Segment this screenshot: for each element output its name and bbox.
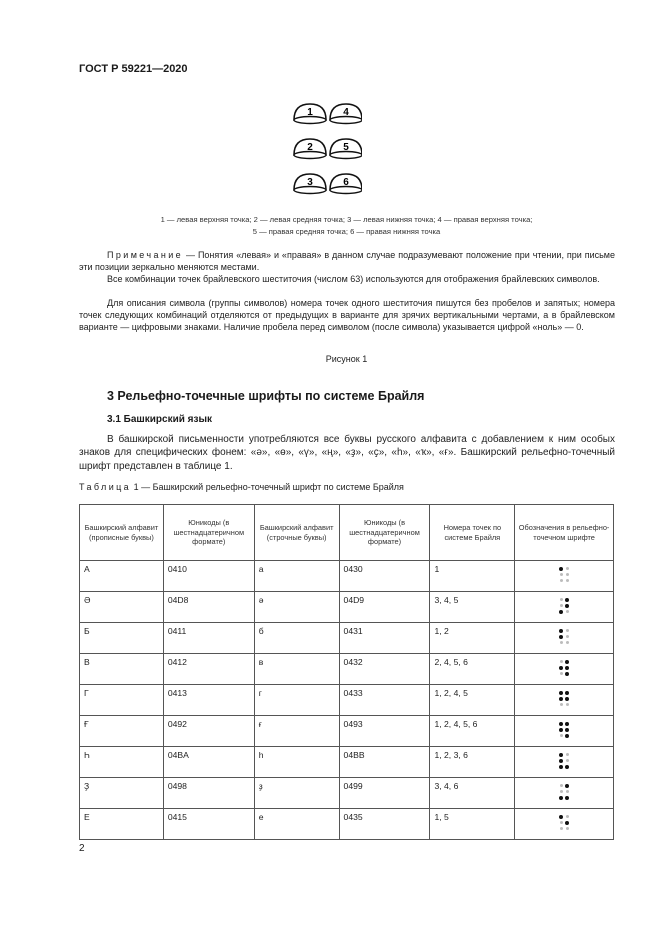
empty-dot <box>566 703 569 706</box>
empty-dot <box>566 753 569 756</box>
section-body: В башкирской письменности употребляются все буквы русского алфавита с добавлением к ним особых знаков для специфических фонем: «ә», «ө», «ү», «ң», «ҙ», «ҫ», «һ», «ҡ», «ғ». Башкирский рельефно-точечный шрифт представлен в таблице 1. <box>79 434 615 472</box>
raised-dot <box>559 567 563 571</box>
empty-dot <box>560 598 563 601</box>
braille-dot-2 <box>294 139 326 159</box>
raised-dot <box>559 722 563 726</box>
cell-dot-numbers: 1, 2, 4, 5, 6 <box>430 716 515 747</box>
note-text: — Понятия «левая» и «правая» в данном случае подразумевают положение при чтении, при письме эти позиции зеркально меняются местами. <box>79 250 615 272</box>
cell-lower-unicode: 0435 <box>339 809 430 840</box>
raised-dot <box>565 660 569 664</box>
raised-dot <box>559 666 563 670</box>
cell-lower-letter: ә <box>254 592 339 623</box>
cell-lower-unicode: 0493 <box>339 716 430 747</box>
cell-upper-unicode: 0410 <box>163 561 254 592</box>
raised-dot <box>559 610 563 614</box>
raised-dot <box>565 672 569 676</box>
empty-dot <box>566 579 569 582</box>
cell-upper-letter: Е <box>80 809 164 840</box>
raised-dot <box>559 728 563 732</box>
cell-braille-symbol <box>515 809 614 840</box>
cell-braille-symbol <box>515 654 614 685</box>
empty-dot <box>566 635 569 638</box>
raised-dot <box>559 753 563 757</box>
braille-cell-icon <box>559 598 569 615</box>
raised-dot <box>565 598 569 602</box>
raised-dot <box>559 629 563 633</box>
empty-dot <box>560 734 563 737</box>
cell-upper-letter: Б <box>80 623 164 654</box>
raised-dot <box>565 666 569 670</box>
raised-dot <box>559 635 563 639</box>
cell-dot-numbers: 1 <box>430 561 515 592</box>
table-row <box>80 623 614 654</box>
braille-cell-icon <box>559 660 569 677</box>
cell-dot-numbers: 1, 2, 3, 6 <box>430 747 515 778</box>
braille-dot-4 <box>330 104 362 124</box>
braille-dot-5 <box>330 139 362 159</box>
empty-dot <box>560 790 563 793</box>
empty-dot <box>566 815 569 818</box>
cell-braille-symbol <box>515 561 614 592</box>
header-dot-numbers: Номера точек по системе Брайля <box>430 505 515 561</box>
table-row <box>80 685 614 716</box>
dot-number-5: 5 <box>343 142 349 153</box>
cell-lower-unicode: 0430 <box>339 561 430 592</box>
cell-upper-letter: Ҙ <box>80 778 164 809</box>
cell-dot-numbers: 3, 4, 6 <box>430 778 515 809</box>
braille-cell-icon <box>559 722 569 739</box>
raised-dot <box>565 734 569 738</box>
cell-braille-symbol <box>515 778 614 809</box>
dot-number-3: 3 <box>307 177 313 188</box>
header-upper-letters: Башкирский алфавит (прописные буквы) <box>80 505 164 561</box>
empty-dot <box>566 629 569 632</box>
figure-note <box>79 250 615 274</box>
raised-dot <box>565 784 569 788</box>
raised-dot <box>565 604 569 608</box>
dot-number-6: 6 <box>343 177 349 188</box>
table-caption <box>79 482 404 492</box>
table-row <box>80 561 614 592</box>
raised-dot <box>559 796 563 800</box>
empty-dot <box>560 641 563 644</box>
cell-lower-letter: ғ <box>254 716 339 747</box>
table-caption-label: Таблица <box>79 482 132 492</box>
braille-cell-icon <box>559 815 569 832</box>
cell-upper-letter: Ә <box>80 592 164 623</box>
cell-upper-letter: Һ <box>80 747 164 778</box>
empty-dot <box>560 573 563 576</box>
cell-upper-unicode: 0415 <box>163 809 254 840</box>
cell-lower-unicode: 0499 <box>339 778 430 809</box>
table-caption-text: 1 — Башкирский рельефно-точечный шрифт по системе Брайля <box>131 482 404 492</box>
table-body <box>80 561 614 840</box>
raised-dot <box>559 815 563 819</box>
cell-upper-unicode: 04D8 <box>163 592 254 623</box>
raised-dot <box>565 765 569 769</box>
braille-dot-6 <box>330 174 362 194</box>
cell-braille-symbol <box>515 747 614 778</box>
dot-number-4: 4 <box>343 107 349 118</box>
table-row <box>80 809 614 840</box>
braille-cell-icon <box>559 567 569 584</box>
empty-dot <box>560 579 563 582</box>
braille-cell-icon <box>559 629 569 646</box>
page-number: 2 <box>79 843 85 854</box>
cell-lower-letter: а <box>254 561 339 592</box>
raised-dot <box>565 728 569 732</box>
cell-lower-letter: һ <box>254 747 339 778</box>
cell-lower-unicode: 04BB <box>339 747 430 778</box>
empty-dot <box>560 784 563 787</box>
braille-cell-icon <box>559 784 569 801</box>
raised-dot <box>565 821 569 825</box>
raised-dot <box>565 722 569 726</box>
empty-dot <box>560 703 563 706</box>
table-row <box>80 592 614 623</box>
cell-lower-unicode: 0431 <box>339 623 430 654</box>
cell-upper-unicode: 0412 <box>163 654 254 685</box>
empty-dot <box>566 790 569 793</box>
header-lower-unicode: Юникоды (в шестнадцатеричном формате) <box>339 505 430 561</box>
table-row <box>80 778 614 809</box>
dot-number-1: 1 <box>307 107 313 118</box>
cell-lower-letter: в <box>254 654 339 685</box>
empty-dot <box>566 827 569 830</box>
subsection-title: 3.1 Башкирский язык <box>107 414 213 425</box>
raised-dot <box>559 691 563 695</box>
raised-dot <box>565 796 569 800</box>
cell-lower-letter: г <box>254 685 339 716</box>
header-braille-symbol: Обозначения в рельефно-точечном шрифте <box>515 505 614 561</box>
cell-dot-numbers: 1, 2 <box>430 623 515 654</box>
cell-lower-unicode: 0432 <box>339 654 430 685</box>
empty-dot <box>566 573 569 576</box>
cell-braille-symbol <box>515 592 614 623</box>
document-header: ГОСТ Р 59221—2020 <box>79 63 188 75</box>
cell-upper-letter: Г <box>80 685 164 716</box>
empty-dot <box>560 672 563 675</box>
cell-upper-unicode: 0498 <box>163 778 254 809</box>
empty-dot <box>560 827 563 830</box>
table-row <box>80 654 614 685</box>
figure-legend-line-1: 1 — левая верхняя точка; 2 — левая средняя точка; 3 — левая нижняя точка; 4 — правая верхняя точка; <box>160 215 533 224</box>
header-upper-unicode: Юникоды (в шестнадцатеричном формате) <box>163 505 254 561</box>
raised-dot <box>565 691 569 695</box>
note-label: Примечание <box>107 250 184 260</box>
empty-dot <box>566 759 569 762</box>
empty-dot <box>560 604 563 607</box>
cell-upper-letter: Ғ <box>80 716 164 747</box>
braille-cell-diagram <box>290 100 362 200</box>
cell-braille-symbol <box>515 716 614 747</box>
cell-braille-symbol <box>515 623 614 654</box>
braille-table <box>79 504 614 840</box>
empty-dot <box>560 821 563 824</box>
braille-dot-1 <box>294 104 326 124</box>
raised-dot <box>565 697 569 701</box>
cell-lower-letter: е <box>254 809 339 840</box>
figure-legend-line-2: 5 — правая средняя точка; 6 — правая нижняя точка <box>252 227 441 236</box>
cell-braille-symbol <box>515 685 614 716</box>
cell-lower-letter: б <box>254 623 339 654</box>
empty-dot <box>566 567 569 570</box>
cell-dot-numbers: 2, 4, 5, 6 <box>430 654 515 685</box>
cell-dot-numbers: 1, 2, 4, 5 <box>430 685 515 716</box>
table-row <box>80 747 614 778</box>
cell-upper-unicode: 0413 <box>163 685 254 716</box>
raised-dot <box>559 765 563 769</box>
table-row <box>80 716 614 747</box>
raised-dot <box>559 697 563 701</box>
empty-dot <box>566 610 569 613</box>
raised-dot <box>559 759 563 763</box>
cell-lower-unicode: 04D9 <box>339 592 430 623</box>
cell-dot-numbers: 1, 5 <box>430 809 515 840</box>
braille-cell-icon <box>559 753 569 770</box>
cell-upper-unicode: 0492 <box>163 716 254 747</box>
figure-caption: Рисунок 1 <box>325 354 368 364</box>
note-paragraph-2: Все комбинации точек брайлевского шеститочия (числом 63) используются для отображения брайлевских символов. <box>107 274 600 284</box>
cell-lower-letter: ҙ <box>254 778 339 809</box>
cell-upper-letter: В <box>80 654 164 685</box>
dot-number-2: 2 <box>307 142 313 153</box>
table-header-row <box>80 505 614 561</box>
cell-upper-unicode: 04BA <box>163 747 254 778</box>
cell-lower-unicode: 0433 <box>339 685 430 716</box>
header-lower-letters: Башкирский алфавит (строчные буквы) <box>254 505 339 561</box>
cell-dot-numbers: 3, 4, 5 <box>430 592 515 623</box>
braille-cell-icon <box>559 691 569 708</box>
cell-upper-unicode: 0411 <box>163 623 254 654</box>
braille-dot-3 <box>294 174 326 194</box>
section-title: 3 Рельефно-точечные шрифты по системе Брайля <box>107 389 425 403</box>
note-paragraph-3: Для описания символа (группы символов) номера точек одного шеститочия пишутся без пробелов и запятых; номера точек следующих комбинаций отделяются от предыдущих в варианте для зрячих вертикальными чертами, а в брайлевском варианте — цифровыми знаками. Наличие пробела перед символом (после символа) указывается цифрой «ноль» — 0. <box>79 298 615 332</box>
cell-upper-letter: А <box>80 561 164 592</box>
empty-dot <box>566 641 569 644</box>
empty-dot <box>560 660 563 663</box>
